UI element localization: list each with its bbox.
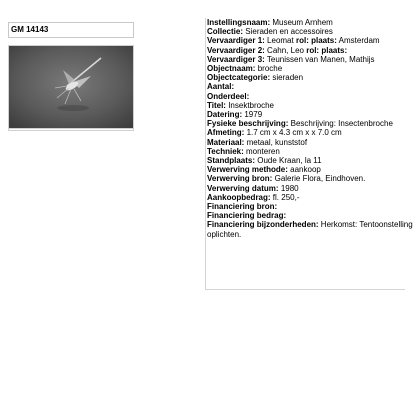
field-row — [207, 184, 405, 193]
field-label: Financiering bron: — [207, 202, 278, 212]
field-value: Galerie Flora, Eindhoven. — [274, 174, 366, 184]
field-value: Museum Arnhem — [272, 18, 333, 27]
field-row — [207, 202, 405, 211]
field-label: Onderdeel: — [207, 91, 250, 101]
field-row — [207, 73, 405, 82]
field-value: metaal, kunststof — [246, 137, 308, 147]
field-label: Verwerving methode: — [207, 165, 288, 175]
field-value: 1980 — [280, 183, 299, 193]
field-label: Financiering bijzonderheden: — [207, 220, 319, 230]
field-label: Vervaardiger 2: — [207, 45, 265, 55]
notes-continuation: oplichten. — [207, 229, 242, 239]
field-row — [207, 165, 405, 174]
field-label: Verwerving datum: — [207, 183, 279, 193]
field-sub-label: rol: — [295, 36, 309, 46]
left-panel — [8, 22, 134, 131]
field-value: Cahn, Leo — [267, 45, 304, 55]
field-label: Aankoopbedrag: — [207, 192, 271, 202]
field-row — [207, 46, 405, 55]
field-label: Objectcategorie: — [207, 73, 271, 83]
field-row — [207, 156, 405, 165]
field-row — [207, 55, 405, 64]
field-row — [207, 27, 405, 36]
field-sub-label: plaats: — [311, 36, 337, 46]
field-value: 1.7 cm x 4.3 cm x x 7.0 cm — [246, 128, 342, 138]
field-label: Collectie: — [207, 27, 244, 37]
field-row — [207, 211, 405, 220]
field-row — [207, 119, 405, 128]
field-row — [207, 193, 405, 202]
field-label: Vervaardiger 3: — [207, 54, 265, 64]
field-row — [207, 36, 405, 45]
field-sub-label: rol: — [306, 45, 320, 55]
field-value: 1979 — [244, 110, 263, 120]
field-label: Financiering bedrag: — [207, 211, 287, 221]
field-value: monteren — [245, 146, 280, 156]
field-row — [207, 92, 405, 101]
field-sub-label: plaats: — [321, 45, 348, 55]
field-row — [207, 64, 405, 73]
field-row — [207, 138, 405, 147]
field-row — [207, 147, 405, 156]
field-label: Fysieke beschrijving: — [207, 119, 289, 129]
field-value: broche — [257, 64, 283, 74]
field-sub-value: Amsterdam — [338, 36, 380, 46]
field-value: fl. 250,- — [272, 192, 300, 202]
field-row — [207, 101, 405, 110]
field-value: Beschrijving: Insectenbroche — [290, 119, 393, 129]
field-row — [207, 82, 405, 91]
field-row — [207, 18, 405, 27]
field-value: Leomat — [267, 36, 294, 46]
field-label: Verwerving bron: — [207, 174, 273, 184]
field-value: Insektbroche — [228, 100, 275, 110]
field-row — [207, 110, 405, 119]
field-label: Instellingsnaam: — [207, 18, 271, 27]
field-label: Materiaal: — [207, 137, 245, 147]
field-label: Datering: — [207, 110, 243, 120]
field-label: Titel: — [207, 100, 226, 110]
field-value: Herkomst: Tentoonstelling — [320, 220, 413, 230]
field-label: Techniek: — [207, 146, 244, 156]
field-label: Afmeting: — [207, 128, 245, 138]
insect-brooch-image — [9, 46, 133, 128]
field-label: Objectnaam: — [207, 64, 256, 74]
field-value: Teunissen van Manen, Mathijs — [266, 54, 375, 64]
field-value: sieraden — [272, 73, 304, 83]
field-row — [207, 128, 405, 137]
field-label: Standplaats: — [207, 156, 256, 166]
field-value: Oude Kraan, la 11 — [257, 156, 322, 166]
field-label: Aantal: — [207, 82, 235, 92]
field-row — [207, 174, 405, 183]
thumbnail-underline — [8, 129, 134, 131]
object-thumbnail[interactable] — [8, 45, 134, 129]
record-details — [205, 18, 413, 290]
field-row — [207, 220, 413, 230]
object-number: GM 14143 — [8, 22, 134, 38]
field-value: Sieraden en accessoires — [245, 27, 333, 37]
field-label: Vervaardiger 1: — [207, 36, 265, 46]
field-list — [207, 18, 413, 230]
field-value: aankoop — [290, 165, 321, 175]
